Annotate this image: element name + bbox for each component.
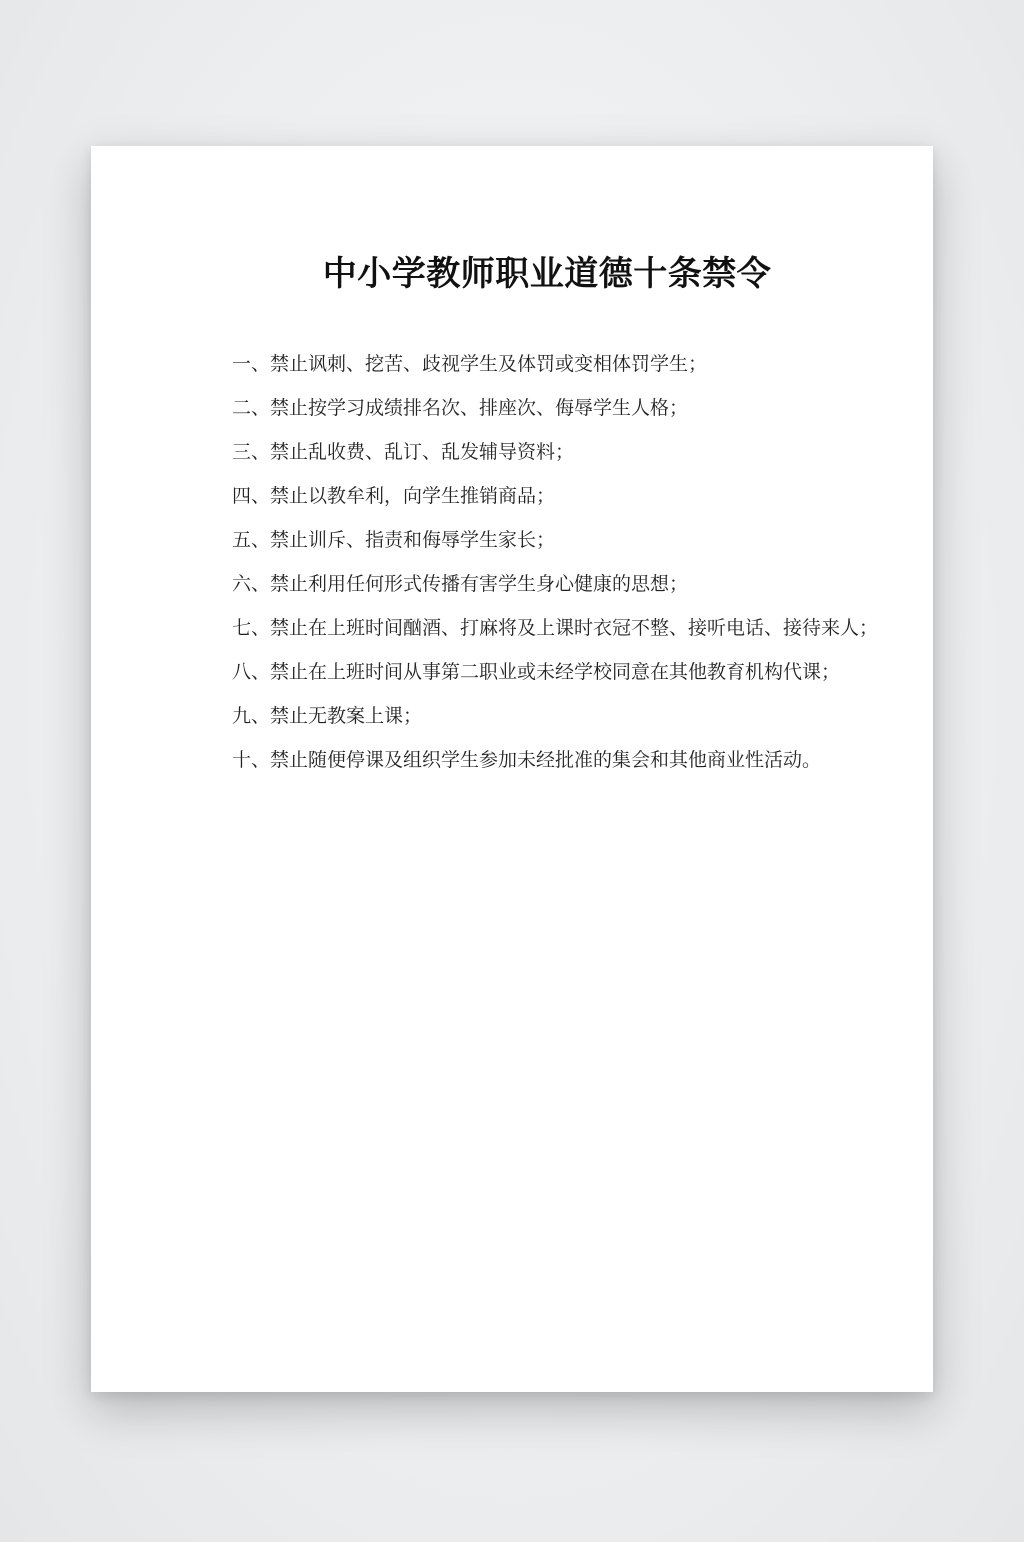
rule-item: 七、禁止在上班时间酗酒、打麻将及上课时衣冠不整、接听电话、接待来人； — [232, 617, 879, 639]
rule-item: 八、禁止在上班时间从事第二职业或未经学校同意在其他教育机构代课； — [232, 661, 841, 683]
rule-item: 六、禁止利用任何形式传播有害学生身心健康的思想； — [232, 573, 689, 595]
rule-item: 一、禁止讽刺、挖苦、歧视学生及体罚或变相体罚学生； — [232, 353, 708, 375]
rule-item: 三、禁止乱收费、乱订、乱发辅导资料； — [232, 441, 575, 463]
rule-item: 四、禁止以教牟利，向学生推销商品； — [232, 485, 556, 507]
document-title: 中小学教师职业道德十条禁令 — [322, 254, 772, 294]
rule-item: 二、禁止按学习成绩排名次、排座次、侮辱学生人格； — [232, 397, 689, 419]
document-page — [91, 146, 933, 1392]
rule-item: 五、禁止训斥、指责和侮辱学生家长； — [232, 529, 556, 551]
rules-list — [191, 342, 903, 782]
rule-item: 十、禁止随便停课及组织学生参加未经批准的集会和其他商业性活动。 — [232, 749, 822, 771]
rule-item: 九、禁止无教案上课； — [232, 705, 423, 727]
